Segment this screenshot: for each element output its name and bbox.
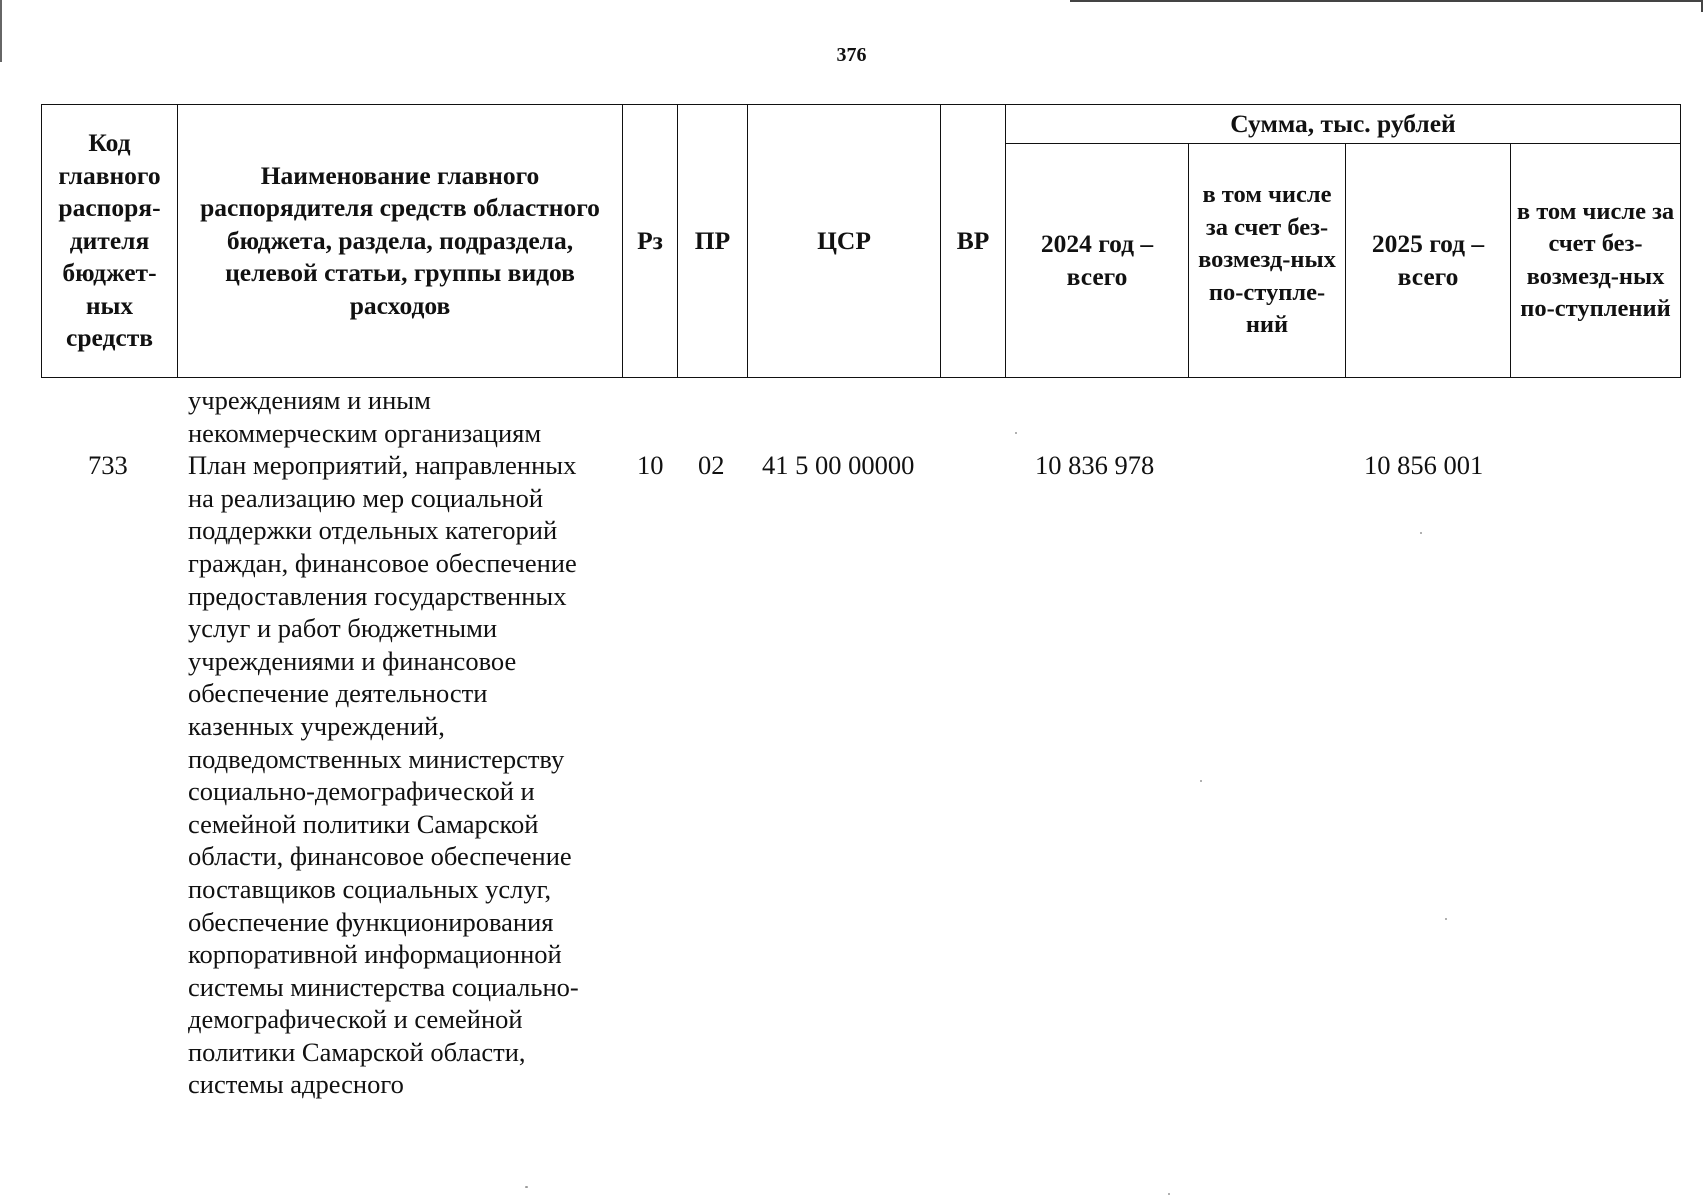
row-csr: 41 5 00 00000 (762, 450, 915, 480)
row-description-line: подведомственных министерству (188, 743, 565, 774)
row-description-line: обеспечение деятельности (188, 678, 488, 709)
row-rz: 10 (637, 450, 664, 480)
scan-speck (1445, 918, 1447, 920)
budget-table-header (41, 104, 1681, 378)
row-description-line: семейной политики Самарской (188, 808, 539, 839)
row-code: 733 (88, 450, 128, 480)
header-pr-column: ПР (678, 105, 748, 378)
row-description-line: учреждениями и финансовое (188, 645, 517, 676)
header-2024-grants: в том числе за счет без-возмезд-ных по-ступле-ний (1189, 144, 1346, 378)
row-description-line: услуг и работ бюджетными (188, 613, 498, 644)
row-pr: 02 (698, 450, 725, 480)
scan-speck (525, 1186, 528, 1188)
row-description-line: граждан, финансовое обеспечение (188, 547, 577, 578)
header-name-column: Наименование главного распорядителя средств областного бюджета, раздела, подраздела, целевой статьи, группы видов расходов (178, 105, 623, 378)
scan-speck (1200, 780, 1202, 782)
row-description (188, 384, 628, 1101)
row-description-line: социально-демографической и (188, 776, 535, 807)
row-description-line: План мероприятий, направленных (188, 450, 577, 481)
header-vr-column: ВР (941, 105, 1006, 378)
page-number: 376 (836, 44, 867, 66)
header-rz-column: Рз (623, 105, 678, 378)
row-description-line: системы министерства социально- (188, 971, 579, 1002)
header-2024-total: 2024 год – всего (1006, 144, 1189, 378)
row-description-line: поставщиков социальных услуг, (188, 873, 552, 904)
row-description-line: обеспечение функционирования (188, 906, 554, 937)
row-sum-2025: 10 856 001 (1364, 450, 1484, 480)
row-description-line: демографической и семейной (188, 1004, 523, 1035)
row-description-line: поддержки отдельных категорий (188, 515, 558, 546)
row-description-line: учреждениям и иным (188, 385, 431, 415)
row-description-line: области, финансовое обеспечение (188, 841, 572, 872)
row-sum-2024: 10 836 978 (1035, 450, 1155, 480)
scan-speck (1420, 532, 1422, 534)
scan-speck (1015, 432, 1017, 434)
header-csr-column: ЦСР (748, 105, 941, 378)
row-description-line: на реализацию мер социальной (188, 482, 544, 513)
scan-edge-mark (1070, 0, 1703, 2)
header-2025-grants: в том числе за счет без-возмезд-ных по-ступлений (1511, 144, 1681, 378)
row-description-line: казенных учреждений, (188, 710, 445, 741)
header-2025-total: 2025 год – всего (1346, 144, 1511, 378)
header-code-column: Код главного распоря-дителя бюджет-ных средств (42, 105, 178, 378)
row-description-line: системы адресного (188, 1069, 404, 1100)
row-description-line: политики Самарской области, (188, 1036, 526, 1067)
header-sum-group: Сумма, тыс. рублей (1006, 105, 1681, 144)
row-description-line: корпоративной информационной (188, 939, 562, 970)
scan-speck (1168, 1193, 1170, 1195)
row-description-line: некоммерческим организациям (188, 417, 542, 448)
row-description-line: предоставления государственных (188, 580, 567, 611)
